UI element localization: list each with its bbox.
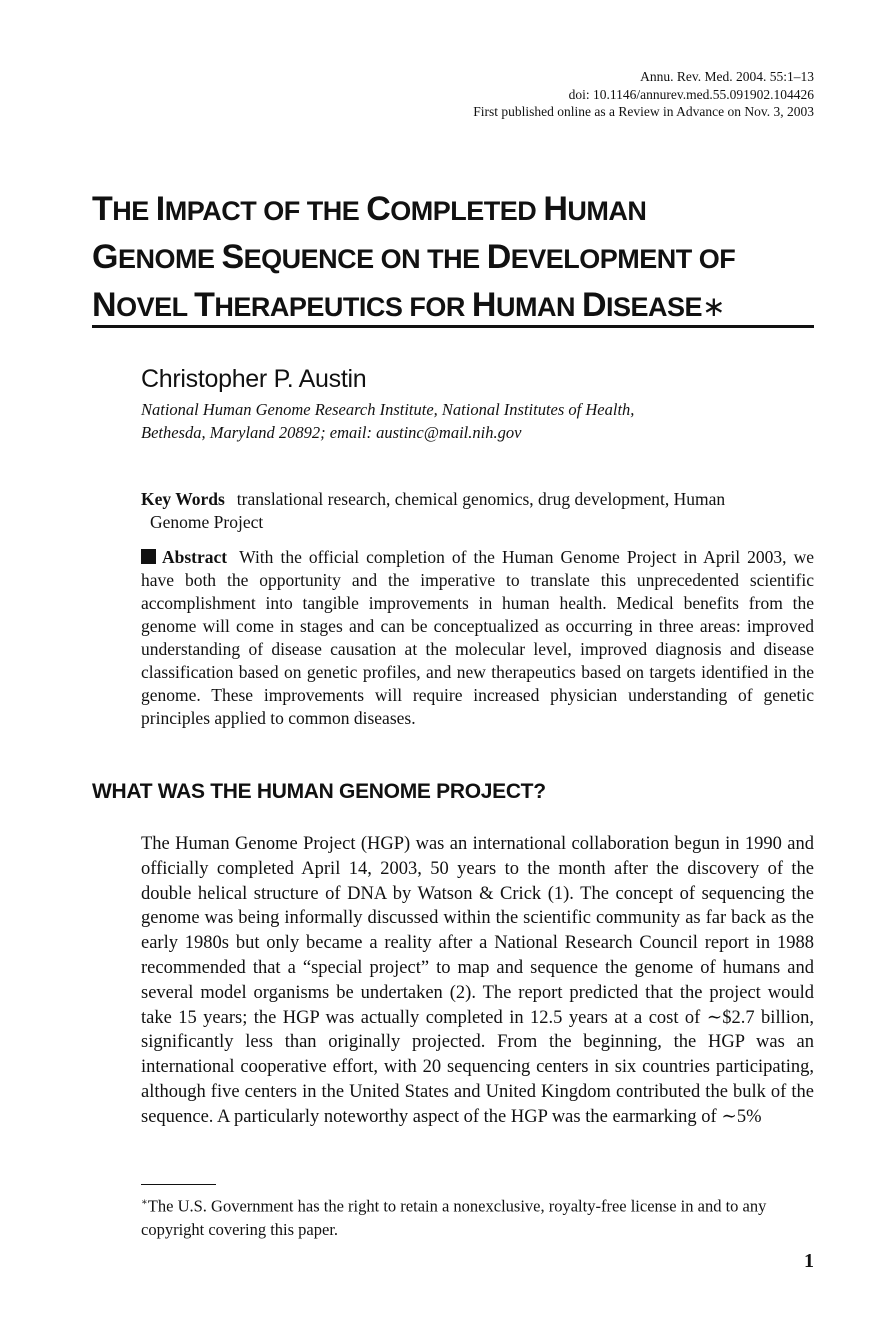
title-rule <box>92 325 814 328</box>
publication-note: First published online as a Review in Advance on Nov. 3, 2003 <box>473 104 814 119</box>
title-footnote-marker: ∗ <box>702 291 726 322</box>
abstract-label: Abstract <box>162 547 228 567</box>
square-bullet-icon <box>141 549 156 564</box>
abstract-text: With the official completion of the Human Genome Project in April 2003, we have both the opportunity and the imperative to translate this unprecedented scientific accomplishment into tangible improvements in human health. Medical benefits from the genome will come in stages and can be conceptualized as occurring in three areas: improved understanding of disease causation at the molecular level, improved diagnosis and disease classification based on genetic profiles, and new therapeutics based on targets identified in the genome. These improvements will require increased physician understanding of genetic principles applied to common diseases. <box>141 547 814 728</box>
title-line-3: NOVEL THERAPEUTICS FOR HUMAN DISEASE∗ <box>92 286 726 324</box>
title-line-2: GENOME SEQUENCE ON THE DEVELOPMENT OF <box>92 238 736 276</box>
keywords-text-continued: Genome Project <box>150 512 264 532</box>
section-heading: WHAT WAS THE HUMAN GENOME PROJECT? <box>92 780 546 803</box>
keywords-text: translational research, chemical genomics, drug development, Human <box>236 489 726 509</box>
keywords-label: Key Words <box>141 489 225 509</box>
author-affiliation: National Human Genome Research Institute, National Institutes of Health, Bethesda, Maryland 20892; email: austinc@mail.nih.gov <box>141 400 635 442</box>
journal-citation: Annu. Rev. Med. 2004. 55:1–13 <box>640 69 814 84</box>
article-title <box>92 186 814 330</box>
body-paragraph: The Human Genome Project (HGP) was an international collaboration begun in 1990 and officially completed April 14, 2003, 50 years to the month after the discovery of the double helical structure of DNA by Watson & Crick (1). The concept of sequencing the genome was being informally discussed within the scientific community as far back as the early 1980s but only became a reality after a National Research Council report in 1988 recommended that a “special project” to map and sequence the genome of humans and several model organisms be undertaken (2). The report predicted that the project would take 15 years; the HGP was actually completed in 12.5 years at a cost of ∼$2.7 billion, significantly less than originally projected. From the beginning, the HGP was an international cooperative effort, with 20 sequencing centers in six countries participating, although five centers in the United States and United Kingdom contributed the bulk of the sequence. A particularly noteworthy aspect of the HGP was the earmarking of ∼5% <box>141 834 814 1127</box>
abstract <box>141 546 814 730</box>
doi: doi: 10.1146/annurev.med.55.091902.104426 <box>568 86 814 102</box>
footnote-text: The U.S. Government has the right to retain a nonexclusive, royalty-free license in and to any copyright covering this paper. <box>141 1196 767 1239</box>
page-number: 1 <box>804 1250 814 1272</box>
footnote-rule <box>141 1184 216 1185</box>
title-line-1: THE IMPACT OF THE COMPLETED HUMAN <box>92 190 647 228</box>
journal-info <box>473 68 814 121</box>
footnote <box>141 1191 814 1241</box>
author-name: Christopher P. Austin <box>141 365 367 393</box>
keywords <box>141 488 814 534</box>
footnote-marker: ∗ <box>141 1197 148 1208</box>
